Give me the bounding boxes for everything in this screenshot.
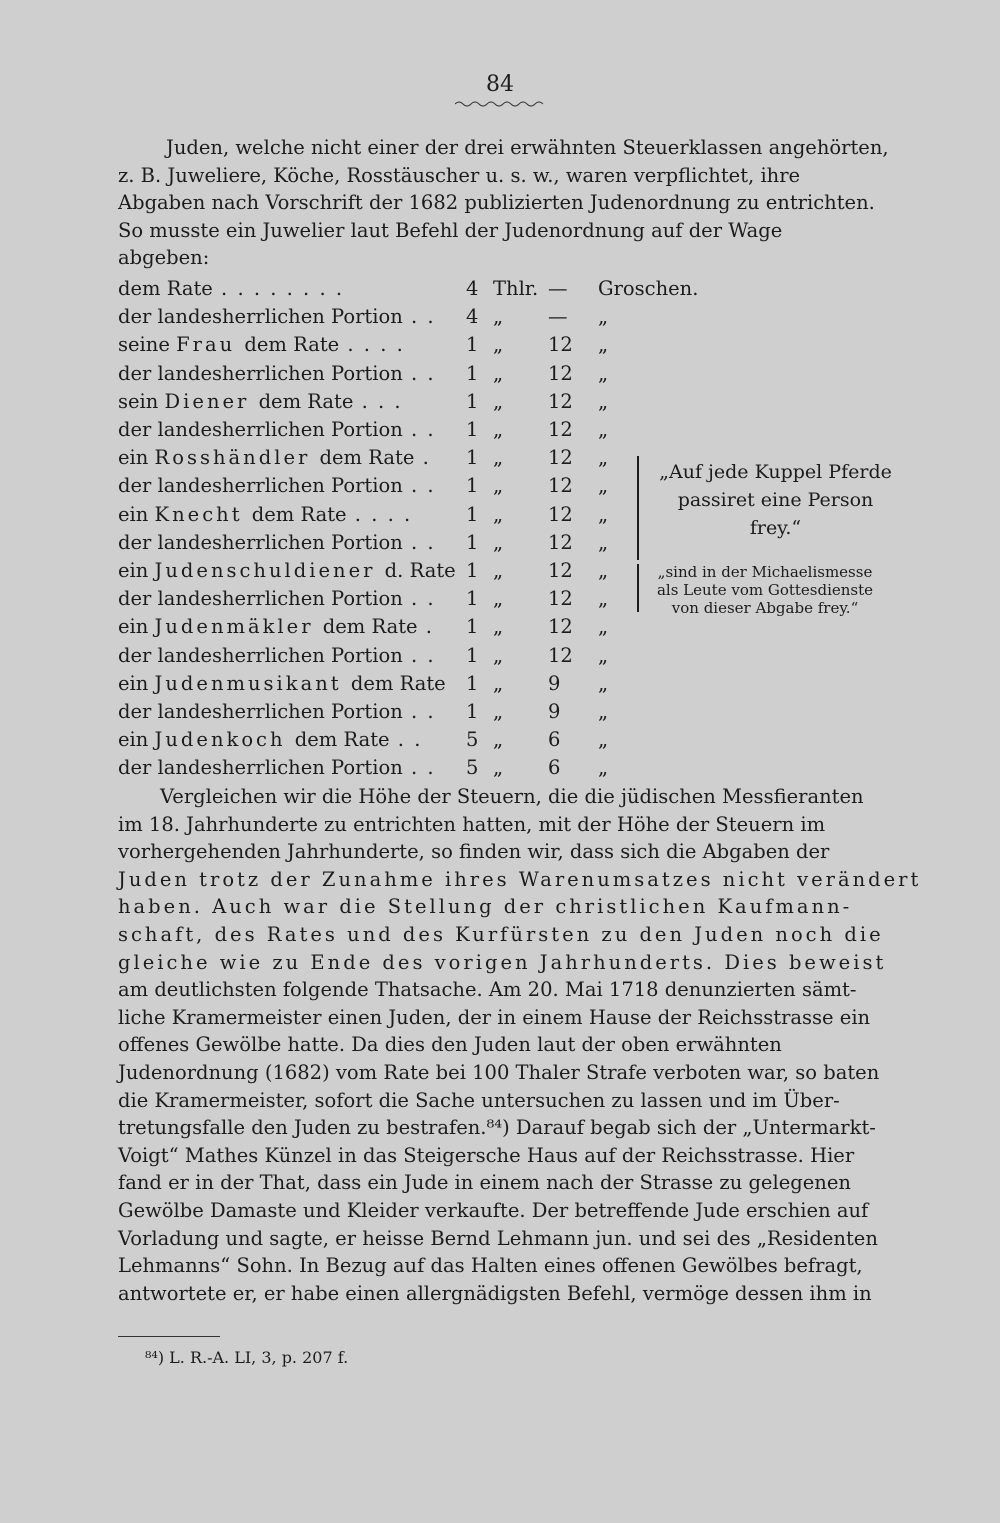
label-word: der [118, 530, 158, 554]
thaler-unit: „ [493, 389, 504, 413]
table-row [118, 754, 678, 782]
row-label-text [118, 305, 403, 328]
label-word: der [118, 418, 158, 441]
footnote-rule [118, 1336, 220, 1337]
text-line: tretungsfalle den Juden zu bestrafen.⁸⁴) Darauf begab sich der „Untermarkt- [118, 1116, 876, 1140]
groschen-unit: „ [598, 615, 609, 639]
leader-dots: . . [402, 587, 436, 611]
text-line: Juden trotz der Zunahme ihres Warenumsatzes nicht verändert [118, 867, 922, 891]
row-label [118, 444, 431, 472]
table-row [118, 726, 678, 754]
groschen-unit: „ [598, 530, 609, 554]
row-label-text [118, 756, 403, 779]
thaler-value: 5 [466, 728, 479, 752]
wavy-ornament [455, 100, 545, 108]
groschen-value: 12 [548, 530, 573, 554]
text-line: am deutlichsten folgende Thatsache. Am 20. Mai 1718 denunzierten sämt- [118, 978, 857, 1002]
row-label [118, 303, 436, 331]
label-word: d. [384, 559, 410, 582]
row-label-text [118, 362, 403, 385]
thaler-unit: „ [493, 446, 504, 470]
table-row [118, 331, 678, 359]
leader-dots: . . [402, 700, 436, 723]
note-line: passiret eine Person [677, 489, 874, 511]
label-word: Judenschuldiener [154, 559, 385, 582]
text-line: Vorladung und sagte, er heisse Bernd Lehmann jun. und sei des „Residenten [118, 1226, 878, 1250]
row-label [118, 275, 344, 303]
label-word: dem [322, 615, 372, 639]
table-row [118, 275, 699, 303]
thaler-unit: „ [493, 418, 504, 441]
thaler-value: 1 [466, 671, 479, 695]
row-label [118, 613, 434, 641]
text-line: abgeben: [118, 246, 210, 270]
thaler-value: 1 [466, 559, 479, 582]
note-line: frey.“ [749, 517, 802, 539]
table-row [118, 642, 678, 670]
leader-dots: . . [389, 728, 423, 752]
thaler-unit: „ [493, 700, 504, 723]
note-line: als Leute vom Gottesdienste [656, 581, 874, 599]
label-word: der [118, 756, 158, 780]
thaler-unit: „ [493, 671, 504, 695]
label-word: ein [118, 615, 155, 639]
row-label [118, 501, 412, 529]
row-label [118, 388, 403, 416]
label-word: dem [258, 389, 308, 413]
label-word: Portion [331, 530, 403, 554]
row-label [118, 585, 436, 613]
label-word: Portion [331, 643, 403, 667]
text-line: z. B. Juweliere, Köche, Rosstäuscher u. s. w., waren verpflichtet, ihre [118, 163, 801, 187]
groschen-value: 12 [548, 361, 573, 385]
thaler-unit: „ [493, 728, 504, 752]
thaler-value: 1 [466, 502, 479, 526]
label-word: der [118, 700, 158, 723]
groschen-value: 12 [548, 615, 573, 639]
label-word: der [118, 305, 158, 329]
label-word: seine [118, 333, 177, 357]
label-word: landesherrlichen [157, 418, 331, 441]
label-word: landesherrlichen [157, 587, 331, 611]
label-word: der [118, 643, 158, 667]
row-label [118, 557, 456, 585]
text-line: Lehmanns“ Sohn. In Bezug auf das Halten eines offenen Gewölbes befragt, [118, 1254, 863, 1278]
note-rosshaendler [648, 458, 903, 542]
label-word: Frau [176, 333, 245, 357]
text-line: liche Kramermeister einen Juden, der in einem Hause der Reichsstrasse ein [118, 1005, 871, 1029]
groschen-value: 12 [548, 418, 573, 441]
leader-dots: . . [402, 418, 436, 441]
note-line: von dieser Abgabe frey.“ [671, 599, 859, 617]
label-word: Rate [307, 389, 354, 413]
groschen-value: — [548, 277, 568, 300]
label-word: sein [118, 389, 165, 413]
groschen-unit: „ [598, 446, 609, 470]
label-word: landesherrlichen [157, 361, 331, 385]
label-word: Rate [166, 277, 213, 300]
text-line: offenes Gewölbe hatte. Da dies den Juden laut der oben erwähnten [118, 1033, 782, 1057]
text-line: schaft, des Rates und des Kurfürsten zu den Juden noch die [118, 922, 884, 946]
table-row [118, 670, 678, 698]
table-row [118, 444, 678, 472]
groschen-unit: „ [598, 728, 609, 752]
label-word: Knecht [154, 502, 252, 526]
groschen-unit: „ [598, 474, 609, 498]
groschen-unit: „ [598, 643, 609, 667]
label-word: ein [118, 559, 155, 582]
label-word: dem [350, 671, 400, 695]
row-label [118, 472, 436, 500]
leader-dots: . . [402, 756, 436, 780]
thaler-unit: „ [493, 502, 504, 526]
label-word: Portion [331, 756, 403, 780]
thaler-value: 1 [466, 643, 479, 667]
label-word: landesherrlichen [157, 530, 331, 554]
row-label-text [118, 672, 446, 695]
label-word: dem [251, 502, 301, 526]
leader-dots: . . [402, 305, 436, 329]
label-word: dem [294, 728, 344, 752]
groschen-unit: „ [598, 756, 609, 780]
table-row [118, 529, 678, 557]
table-row [118, 416, 678, 444]
row-label-text [118, 531, 403, 554]
label-word: Rate [300, 502, 347, 526]
row-label-text [118, 333, 339, 356]
thaler-value: 1 [466, 418, 479, 441]
row-label [118, 360, 436, 388]
thaler-value: 1 [466, 700, 479, 723]
thaler-unit: „ [493, 530, 504, 554]
row-label [118, 642, 436, 670]
thaler-unit: Thlr. [493, 277, 539, 300]
brace [637, 456, 639, 560]
leader-dots: . [417, 615, 434, 639]
thaler-unit: „ [493, 361, 504, 385]
row-label-text [118, 559, 456, 582]
label-word: der [118, 587, 158, 611]
row-label [118, 754, 436, 782]
row-label-text [118, 615, 418, 638]
row-label-text [118, 277, 213, 300]
row-label-text [118, 446, 414, 469]
intro-paragraph [118, 134, 889, 272]
thaler-unit: „ [493, 643, 504, 667]
thaler-value: 1 [466, 446, 479, 470]
label-word: landesherrlichen [157, 643, 331, 667]
leader-dots: . . . [353, 389, 403, 413]
groschen-value: 12 [548, 333, 573, 357]
thaler-value: 4 [466, 305, 479, 329]
leader-dots: . . [402, 361, 436, 385]
label-word: Judenmusikant [154, 671, 351, 695]
label-word: dem [319, 446, 369, 470]
row-label-text [118, 700, 403, 723]
groschen-value: — [548, 305, 568, 329]
label-word: Rate [409, 559, 456, 582]
table-row [118, 557, 678, 585]
label-word: Portion [331, 305, 403, 329]
row-label-text [118, 503, 347, 526]
groschen-value: 9 [548, 700, 561, 723]
row-label [118, 331, 405, 359]
label-word: Portion [331, 474, 403, 498]
thaler-value: 1 [466, 333, 479, 357]
label-word: Portion [331, 418, 403, 441]
text-line: gleiche wie zu Ende des vorigen Jahrhunderts. Dies beweist [118, 950, 887, 974]
label-word: der [118, 474, 158, 498]
table-row [118, 388, 678, 416]
row-label-text [118, 587, 403, 610]
label-word: landesherrlichen [157, 756, 331, 780]
row-label-text [118, 390, 353, 413]
label-word: Rate [343, 728, 390, 752]
label-word: Rate [399, 671, 446, 695]
groschen-unit: „ [598, 333, 609, 357]
leader-dots: . . . . . . . . [212, 277, 345, 300]
thaler-unit: „ [493, 756, 504, 780]
thaler-unit: „ [493, 559, 504, 582]
text-line: Juden, welche nicht einer der drei erwähnten Steuerklassen angehörten, [166, 136, 889, 159]
groschen-unit: „ [598, 559, 609, 582]
label-word: Diener [164, 389, 259, 413]
thaler-value: 1 [466, 361, 479, 385]
groschen-unit: „ [598, 418, 609, 441]
label-word: Rosshändler [154, 446, 320, 470]
thaler-value: 1 [466, 474, 479, 498]
label-word: ein [118, 502, 155, 526]
row-label [118, 698, 436, 726]
leader-dots: . [414, 446, 431, 470]
table-row [118, 613, 678, 641]
leader-dots: . . . . [339, 333, 405, 357]
label-word: Judenkoch [154, 728, 295, 752]
text-line: So musste ein Juwelier laut Befehl der Judenordnung auf der Wage [118, 218, 783, 242]
groschen-unit: „ [598, 389, 609, 413]
label-word: ein [118, 671, 155, 695]
groschen-value: 6 [548, 756, 561, 780]
thaler-unit: „ [493, 587, 504, 611]
text-line: fand er in der That, dass ein Jude in einem nach der Strasse zu gelegenen [118, 1171, 851, 1195]
label-word: Portion [331, 587, 403, 611]
label-word: Rate [371, 615, 418, 639]
leader-dots: . . [402, 474, 436, 498]
groschen-value: 12 [548, 559, 573, 582]
label-word: landesherrlichen [157, 305, 331, 329]
thaler-unit: „ [493, 615, 504, 639]
groschen-value: 12 [548, 474, 573, 498]
note-line: „Auf jede Kuppel Pferde [659, 461, 892, 483]
groschen-unit: „ [598, 587, 609, 611]
label-word: dem [118, 277, 167, 300]
groschen-value: 12 [548, 502, 573, 526]
label-word: landesherrlichen [157, 700, 331, 723]
page-number: 84 [486, 72, 514, 97]
thaler-unit: „ [493, 333, 504, 357]
row-label-text [118, 644, 403, 667]
table-row [118, 303, 678, 331]
table-row [118, 501, 678, 529]
text-line: Judenordnung (1682) vom Rate bei 100 Thaler Strafe verboten war, so baten [118, 1060, 880, 1084]
table-row [118, 360, 678, 388]
groschen-unit: „ [598, 361, 609, 385]
thaler-value: 4 [466, 277, 479, 300]
note-schuldiener [645, 563, 885, 617]
groschen-value: 12 [548, 446, 573, 470]
row-label [118, 726, 422, 754]
table-row [118, 585, 678, 613]
thaler-value: 5 [466, 756, 479, 780]
label-word: Judenmäkler [154, 615, 323, 639]
groschen-value: 12 [548, 389, 573, 413]
footnote: ⁸⁴) L. R.-A. LI, 3, p. 207 f. [145, 1348, 349, 1367]
label-word: landesherrlichen [157, 474, 331, 498]
thaler-value: 1 [466, 389, 479, 413]
text-line: Vergleichen wir die Höhe der Steuern, die die jüdischen Messfieranten [160, 785, 864, 808]
thaler-value: 1 [466, 615, 479, 639]
table-row [118, 698, 678, 726]
text-line: Voigt“ Mathes Künzel in das Steigersche Haus auf der Reichsstrasse. Hier [118, 1143, 855, 1167]
text-line: haben. Auch war die Stellung der christlichen Kaufmann- [118, 895, 853, 919]
row-label [118, 416, 436, 444]
groschen-value: 12 [548, 587, 573, 611]
label-word: dem [244, 333, 294, 357]
groschen-value: 6 [548, 728, 561, 752]
label-word: Portion [331, 361, 403, 385]
note-line: „sind in der Michaelismesse [657, 563, 873, 581]
row-label-text [118, 728, 390, 751]
leader-dots: . . . . [346, 502, 413, 526]
row-label [118, 670, 446, 698]
groschen-unit: „ [598, 305, 609, 329]
table-row [118, 472, 678, 500]
thaler-value: 1 [466, 587, 479, 611]
label-word: Rate [293, 333, 340, 357]
row-label [118, 529, 436, 557]
label-word: Rate [368, 446, 415, 470]
text-line: antwortete er, er habe einen allergnädigsten Befehl, vermöge dessen ihm in [118, 1281, 872, 1305]
label-word: ein [118, 728, 155, 752]
text-line: vorhergehenden Jahrhunderte, so finden wir, dass sich die Abgaben der [118, 840, 830, 864]
text-line: die Kramermeister, sofort die Sache untersuchen zu lassen und im Über- [118, 1088, 840, 1112]
leader-dots: . . [402, 530, 436, 554]
groschen-unit: „ [598, 671, 609, 695]
brace [637, 564, 639, 612]
label-word: Portion [331, 700, 403, 723]
thaler-value: 1 [466, 530, 479, 554]
groschen-unit: „ [598, 700, 609, 723]
thaler-unit: „ [493, 305, 504, 329]
groschen-value: 9 [548, 671, 561, 695]
groschen-unit: „ [598, 502, 609, 526]
label-word: der [118, 361, 158, 385]
groschen-unit: Groschen. [598, 277, 699, 300]
text-line: im 18. Jahrhunderte zu entrichten hatten, mit der Höhe der Steuern im [118, 812, 826, 836]
groschen-value: 12 [548, 643, 573, 667]
main-paragraph [118, 783, 922, 1307]
thaler-unit: „ [493, 474, 504, 498]
label-word: ein [118, 446, 155, 470]
row-label-text [118, 474, 403, 497]
text-line: Gewölbe Damaste und Kleider verkaufte. Der betreffende Jude erschien auf [118, 1198, 869, 1222]
text-line: Abgaben nach Vorschrift der 1682 publizierten Judenordnung zu entrichten. [118, 191, 875, 215]
leader-dots: . . [402, 643, 436, 667]
row-label-text [118, 418, 403, 441]
